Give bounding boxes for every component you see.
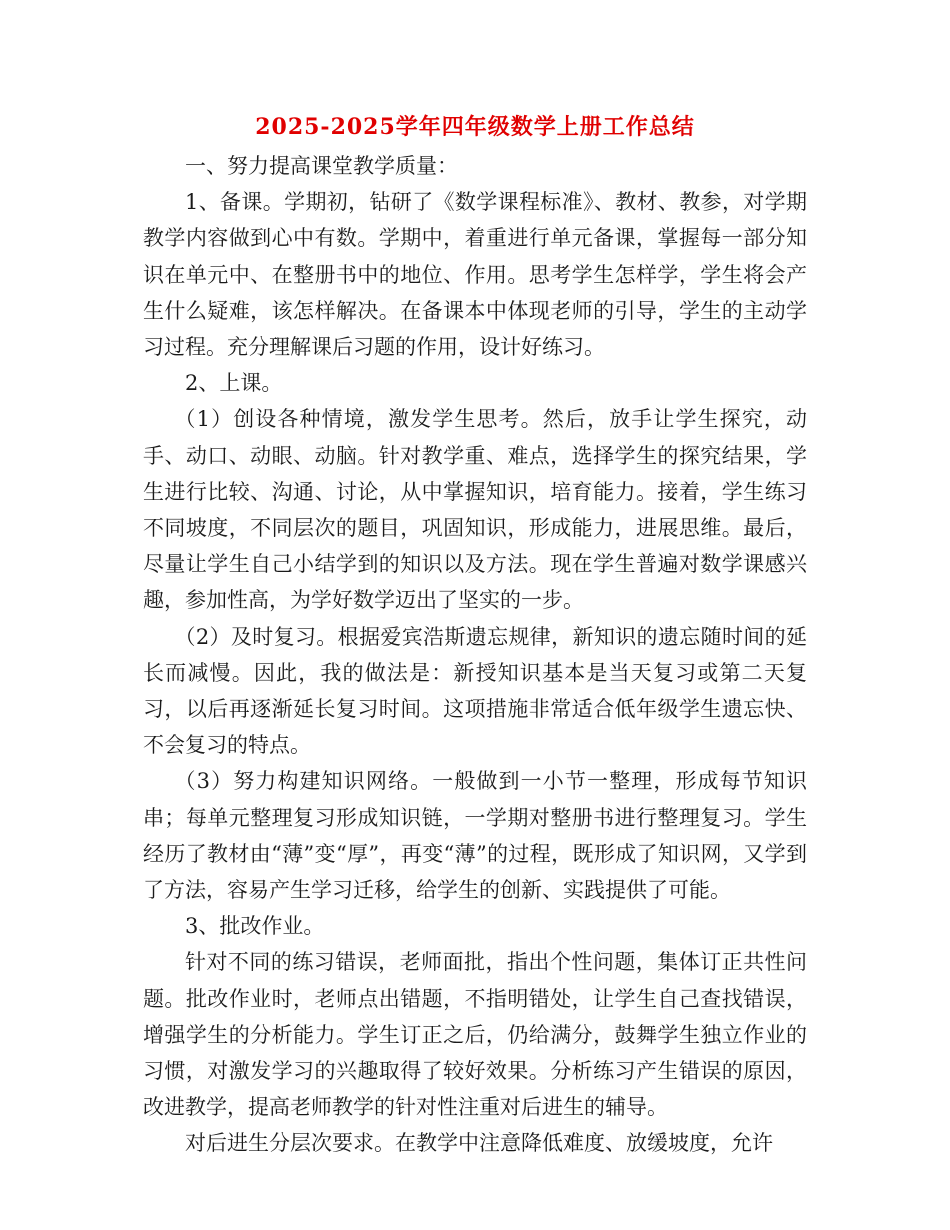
paragraph-error-feedback: 针对不同的练习错误，老师面批，指出个性问题，集体订正共性问题。批改作业时，老师点出错题，不指明错处，让学生自己查找错误，增强学生的分析能力。学生订正之后，仍给满分，鼓舞学生独立作业的习惯，对激发学习的兴趣取得了较好效果。分析练习产生错误的原因，改进教学，提高老师教学的针对性注重对后进生的辅导。 [143,950,807,1120]
paragraph-lesson-preparation: 1、备课。学期初，钻研了《数学课程标准》、教材、教参，对学期教学内容做到心中有数。学期中，着重进行单元备课，掌握每一部分知识在单元中、在整册书中的地位、作用。思考学生怎样学，学生将会产生什么疑难，该怎样解决。在备课本中体现老师的引导，学生的主动学习过程。充分理解课后习题的作用，设计好练习。 [143,190,807,360]
paragraph-timely-review: （2）及时复习。根据爱宾浩斯遗忘规律，新知识的遗忘随时间的延长而减慢。因此，我的做法是：新授知识基本是当天复习或第二天复习，以后再逐渐延长复习时间。这项措施非常适合低年级学生遗忘快、不会复习的特点。 [143,624,807,758]
document-title: 2025-2025学年四年级数学上册工作总结 [255,114,695,140]
heading-homework-correction: 3、批改作业。 [185,914,325,939]
heading-improve-teaching-quality: 一、努力提高课堂教学质量： [185,154,458,178]
paragraph-knowledge-network: （3）努力构建知识网络。一般做到一小节一整理，形成每节知识串；每单元整理复习形成知识链，一学期对整册书进行整理复习。学生经历了教材由“薄”变“厚”，再变“薄”的过程，既形成了知识网，又学到了方法，容易产生学习迁移，给学生的创新、实践提供了可能。 [143,769,807,903]
document-body [143,148,807,1162]
paragraph-create-situations: （1）创设各种情境，激发学生思考。然后，放手让学生探究，动手、动口、动眼、动脑。针对教学重、难点，选择学生的探究结果，学生进行比较、沟通、讨论，从中掌握知识，培育能力。接着，学生练习不同坡度，不同层次的题目，巩固知识，形成能力，进展思维。最后，尽量让学生自己小结学到的知识以及方法。现在学生普遍对数学课感兴趣，参加性高，为学好数学迈出了坚实的一步。 [143,407,807,613]
heading-class-teaching: 2、上课。 [185,371,283,396]
paragraph-struggling-students: 对后进生分层次要求。在教学中注意降低难度、放缓坡度，允许 [185,1131,773,1156]
